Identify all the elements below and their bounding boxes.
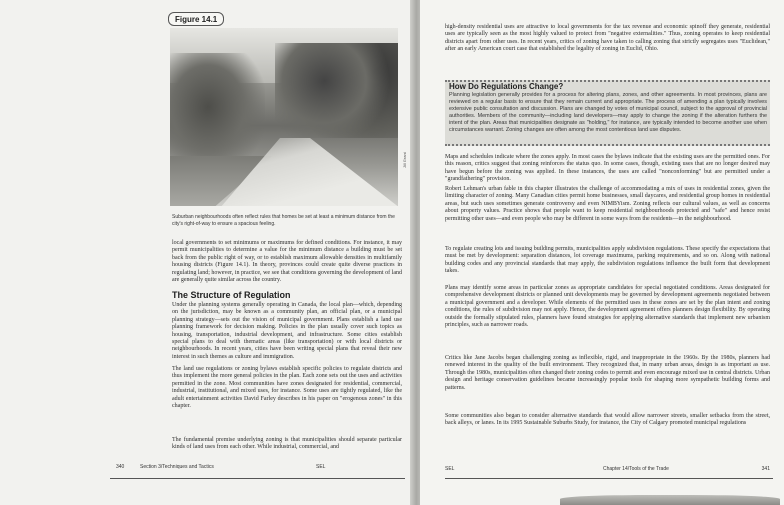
left-footer-mark: SEL bbox=[316, 464, 326, 470]
sidebar-box-paragraph-1: Planning legislation generally provides for a process for altering plans, zones, and other agreements. In most provinces, plans are reviewed on a regular basis to ensure that they remain current and appropriate. The process of amending a plan typically involves extensive public consultation and discussion. Plans are changed by votes of municipal council, subject to the approval of provincial authorities. bbox=[449, 92, 767, 119]
right-paragraph-1: Maps and schedules indicate where the zones apply. In most cases the bylaws indicate that the existing uses are the permitted ones. For this reason, critics suggest that zoning reinforces the status quo. In some cases, though, existing uses that are no longer desired may have begun before the zoning was applied. In these instances, the uses are called "nonconforming" but are permitted under a "grandfathering" provision. bbox=[445, 154, 770, 183]
sidebar-box-title: How Do Regulations Change? bbox=[449, 82, 564, 91]
right-chapter-title: Chapter 14/Tools of the Trade bbox=[603, 466, 669, 472]
section-heading: The Structure of Regulation bbox=[172, 290, 291, 300]
figure-caption: Suburban neighbourhoods often reflect rules that homes be set at least a minimum distance from the city's right-of-way to ensure a spacious feeling. bbox=[172, 214, 395, 227]
left-intro-paragraph: local governments to set minimums or maximums for defined conditions. For instance, it may permit municipalities to determine a value for the minimum distance a building must be set back from the public right of way, or to establish maximum allowable densities in multifamily housing districts (Figure 14.1). In theory, provinces could create quite diverse practices in regulating land; however, in practice, we see that conditions governing the development of land are generally quite similar across the country. bbox=[172, 240, 402, 284]
right-paragraph-5: Critics like Jane Jacobs began challenging zoning as inflexible, rigid, and inappropriate in the 1960s. By the 1980s, planners had renewed interest in the quality of the built environment. They recognized that, in many urban areas, design is as important as use. Through the 1980s, municipalities often changed their zoning codes to permit and even encourage mixed use in central districts. Urban design and heritage conservation guidelines became increasingly popular tools for shaping more sympathetic building forms and patterns. bbox=[445, 355, 770, 391]
right-paragraph-6: Some communities also began to consider alternative standards that would allow narrower streets, smaller setbacks from the street, back alleys, or lanes. In its 1995 Sustainable Suburbs Study, for instance, the City of Calgary promoted municipal regulations bbox=[445, 413, 770, 427]
right-page-number: 341 bbox=[761, 466, 770, 472]
left-footer-rule bbox=[110, 478, 405, 479]
photo-tree-left bbox=[170, 53, 265, 173]
figure-label: Figure 14.1 bbox=[168, 12, 224, 26]
right-paragraph-2: Robert Lehman's urban fable in this chapter illustrates the challenge of accommodating a mix of uses in residential zones, given the limiting character of zoning. Many Canadian cities permit home businesses, small daycares, and residential group homes in residential areas, but such uses sometimes generate controversy and even NIMBYism. Zoning reflects our cultural values, as well as concerns about property values. Practice shows that people want to keep residential neighbourhoods protected and "safe" and hence resist permitting other uses—and even people who may be different in some ways from the residents—in the neighbourhood. bbox=[445, 186, 770, 222]
right-paragraph-4: Plans may identify some areas in particular zones as appropriate candidates for special negotiated conditions. Areas designated for comprehensive development districts or planned unit developments may be governed by development agreements negotiated between a municipal government and a developer. While elements of the permitted uses in these zones are set by the plan intent and zoning conditions, the rules of subdivision may not apply. Hence, the development agreement offers planners design flexibility. By operating outside the formally stipulated rules, planners have found strategies for applying alternative standards that implement new urbanism principles, such as narrower roads. bbox=[445, 285, 770, 329]
right-footer-rule bbox=[445, 478, 773, 479]
left-paragraph-1: Under the planning systems generally operating in Canada, the local plan—which, depending on the jurisdiction, may be known as a community plan, an official plan, or a municipal planning strategy—sets out the vision of municipal government. Plans establish a land use planning framework for decision making. Policies in the plan usually cover such topics as housing, transportation, industrial development, and infrastructure. Some cities establish special plans to deal with thematic areas (like transportation) or with local districts or neighbourhoods. In recent years, cities have been writing special plans that reveal their new interest in such themes as culture and immigration. bbox=[172, 302, 402, 360]
sidebar-box-text bbox=[449, 92, 767, 134]
figure-photo bbox=[170, 28, 398, 206]
left-paragraph-2: The land use regulations or zoning bylaws establish specific policies to regulate districts and thus implement the more general policies in the plan. Each zone sets out the uses and activities permitted in the zone. Most communities have zones designated for residential, commercial, industrial, institutional, and mixed uses, for instance. Some uses are tightly regulated, like the adult entertainment activities David Farley describes in his paper on "erogenous zones" in this chapter. bbox=[172, 366, 402, 410]
photo-trees bbox=[275, 43, 398, 138]
page-curl-shadow bbox=[560, 495, 780, 505]
right-top-paragraph: high-density residential uses are attractive to local governments for the tax revenue and economic spinoff they generate, residential uses are typically seen as the most highly valued to protect from "negative externalities." Thus, zoning operates to keep residential districts apart from other uses. In recent years, critics of zoning have taken to calling zoning that strictly segregates uses "Euclidean," after an early American court case that established the legality of zoning in Euclid, Ohio. bbox=[445, 24, 770, 53]
left-paragraph-3: The fundamental premise underlying zoning is that municipalities should separate particular kinds of land uses from each other. While industrial, commercial, and bbox=[172, 437, 402, 451]
right-paragraph-3: To regulate creating lots and issuing building permits, municipalities apply subdivision regulations. These specify the expectations that must be met by development: separation distances, lot coverage maximums, parking requirements, and so on. Along with national building codes and any provincial standards that may apply, the subdivision regulations influence the built form that development takes. bbox=[445, 246, 770, 275]
left-page-number: 340 bbox=[116, 464, 125, 470]
photo-credit: Jill Grant bbox=[402, 152, 407, 168]
right-footer-mark: SEL bbox=[445, 466, 455, 472]
sidebar-box-paragraph-2: Members of the community—including land developers—may apply to change the zoning if the alteration furthers the intent of the plan. Areas that municipalities designate as "holding," for instance, are typically intended to become another use when circumstances warrant. Zoning changes are often among the most contentious land use disputes. bbox=[449, 113, 767, 133]
left-section-title: Section 3/Techniques and Tactics bbox=[140, 464, 214, 470]
